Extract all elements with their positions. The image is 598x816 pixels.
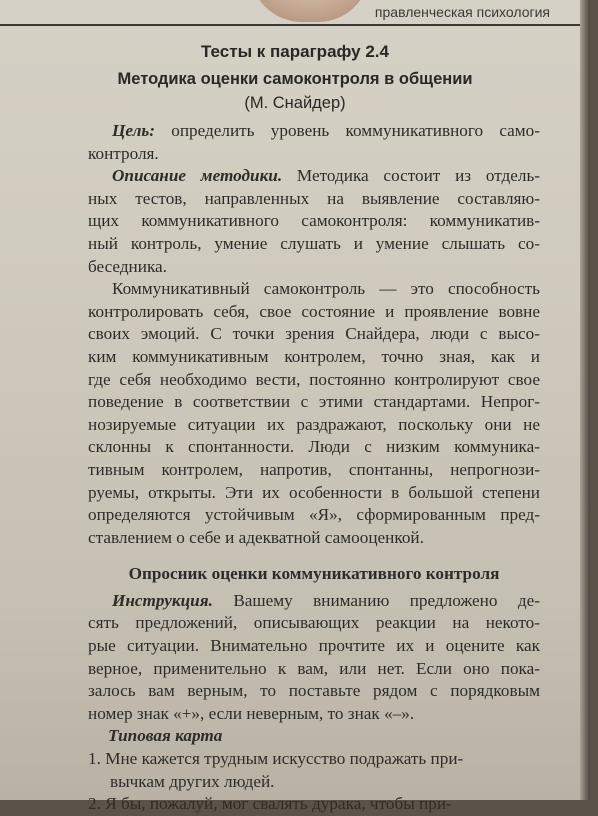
description-line: ных тестов, направленных на выявление составляю-	[88, 188, 540, 208]
instruction-line-1: Инструкция. Вашему вниманию предложено де-	[112, 590, 540, 610]
paragraph-line: нозируемые ситуации их раздражают, поскольку они не	[88, 414, 540, 434]
paragraph-line: своих эмоций. С точки зрения Снайдера, люди с высо-	[88, 324, 540, 344]
paragraph-line: Коммуникативный самоконтроль — это способность	[112, 279, 540, 299]
method-title: Методика оценки самоконтроля в общении	[117, 70, 473, 88]
paragraph-line: склонны к спонтанности. Люди с низким коммуника-	[88, 437, 540, 457]
instruction-line: номер знак «+», если неверным, то знак «–».	[88, 703, 415, 723]
description-line: беседника.	[88, 256, 167, 276]
paragraph-line: определяются устойчивым «Я», сформированным пред-	[88, 505, 540, 525]
list-item-continuation: вычкам других людей.	[110, 771, 275, 791]
instruction-line: сять предложений, описывающих реакции на некото-	[88, 613, 540, 633]
description-line: ный контроль, умение слушать и умение слышать со-	[88, 233, 540, 253]
paragraph-line: руемы, открыты. Эти их особенности в большой степени	[88, 482, 540, 502]
list-item: 1. Мне кажется трудным искусство подражать при-	[88, 749, 464, 769]
paragraph-line: ставлением о себе и адекватной самооценкой.	[88, 527, 424, 547]
description-label: Описание методики.	[112, 166, 283, 186]
instruction-line: верное, применительно к вам, или нет. Если оно пока-	[88, 658, 540, 678]
paragraph-line: где себя необходимо вести, постоянно контролируют свое	[88, 369, 540, 389]
card-title: Типовая карта	[108, 726, 223, 746]
page-body	[88, 120, 540, 816]
paragraph-line: ким коммуникативным контролем, точно зная, как и	[88, 346, 540, 366]
instruction-line: рые ситуации. Внимательно прочтите их и оцените как	[88, 636, 540, 656]
running-head: правленческая психология	[374, 4, 550, 20]
questionnaire-title: Опросник оценки коммуникативного контроля	[128, 564, 500, 584]
goal-line-2: контроля.	[88, 143, 159, 163]
page-edge-shadow	[580, 0, 590, 800]
goal-line-1: Цель: определить уровень коммуникативного само-	[112, 121, 540, 140]
method-author: (М. Снайдер)	[244, 94, 346, 112]
instruction-label: Инструкция.	[112, 590, 213, 610]
description-line-1: Описание методики. Методика состоит из отдель-	[112, 166, 541, 186]
goal-label: Цель:	[112, 121, 155, 140]
paragraph-line: поведение в соответствии с этими стандартами. Непрог-	[88, 392, 540, 412]
list-item: 2. Я бы, пожалуй, мог свалять дурака, чтобы при-	[88, 794, 452, 814]
section-title: Тесты к параграфу 2.4	[201, 42, 389, 61]
instruction-line: залось вам верным, то поставьте рядом с порядковым	[88, 681, 540, 701]
paragraph-line: контролировать себя, свое состояние и проявление вовне	[88, 301, 540, 321]
description-line: щих коммуникативного самоконтроля: коммуникатив-	[88, 211, 540, 231]
paragraph-line: тивным контролем, напротив, спонтанны, непрогнози-	[88, 459, 540, 479]
